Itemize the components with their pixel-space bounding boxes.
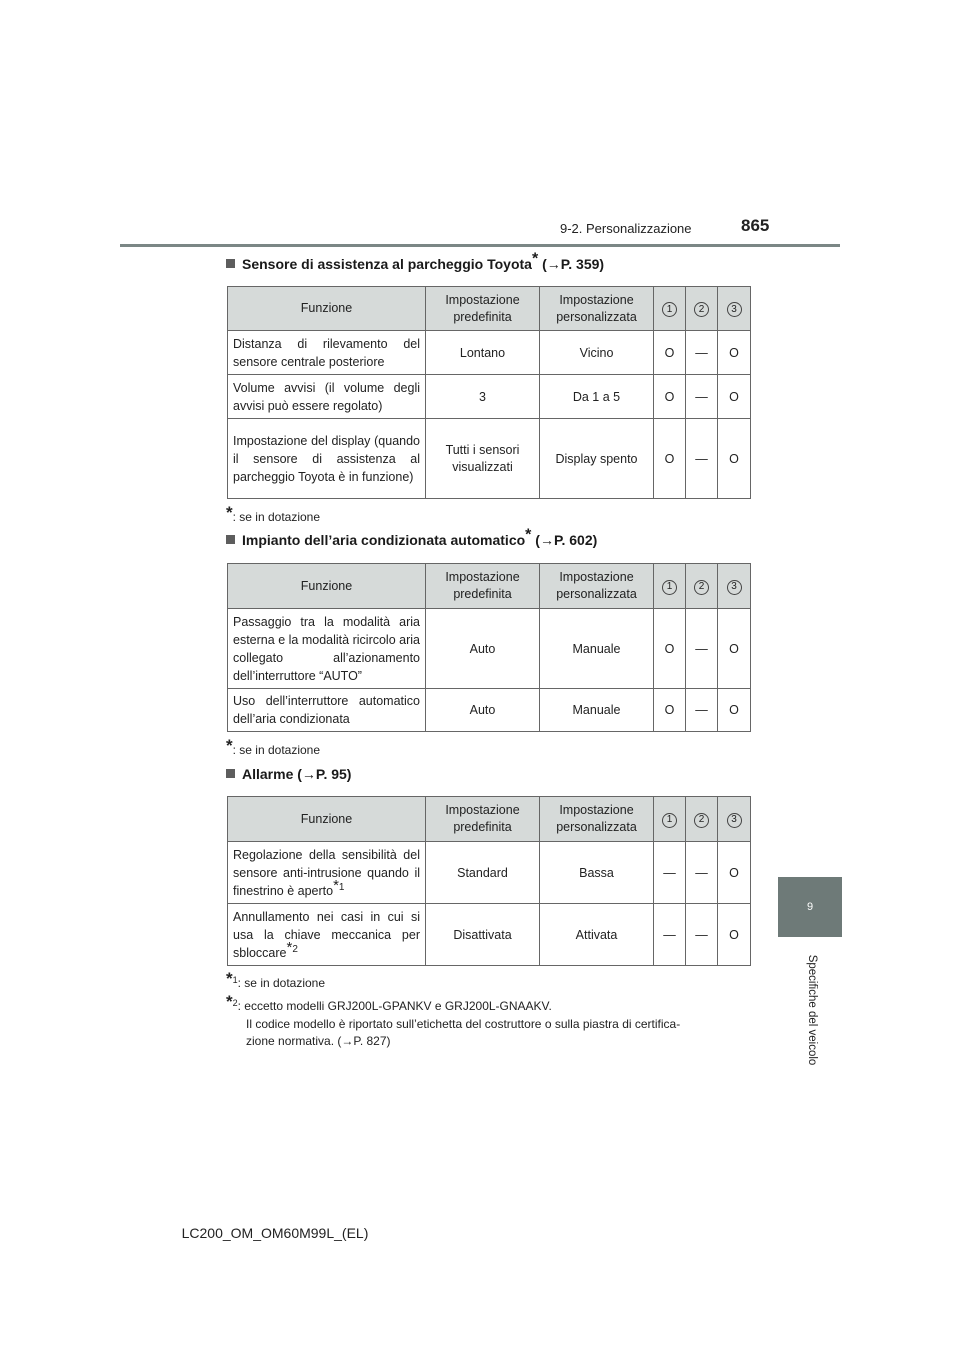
circled-number-3: 3 bbox=[727, 813, 742, 828]
table-header-row: Funzione Impostazione predefinita Impostazione personalizzata 1 2 3 bbox=[228, 564, 751, 609]
footnote-2: *$^2$: eccetto modelli GRJ200L-GPANKV e GRJ200L-GNAAKV. Il codice modello è riportato sull’etichetta del costruttore o sulla piastra di certifica- zione normativa. (→P. 827) bbox=[226, 992, 681, 1048]
section-title-parking-sensor: Sensore di assistenza al parcheggio Toyota* (→P. 359) bbox=[226, 256, 604, 272]
table-row: Passaggio tra la modalità aria esterna e la modalità ricircolo aria collegato all’azionamento dell’interruttore “AUTO” Auto Manuale O — O bbox=[228, 609, 751, 689]
chapter-label bbox=[803, 945, 821, 1075]
page-number: 865 bbox=[741, 216, 770, 235]
circled-number-2: 2 bbox=[694, 580, 709, 595]
square-bullet-icon bbox=[226, 769, 235, 778]
footnote: *: se in dotazione bbox=[226, 503, 321, 524]
table-row: Uso dell’interruttore automatico dell’aria condizionata Auto Manuale O — O bbox=[228, 689, 751, 732]
square-bullet-icon bbox=[226, 259, 235, 268]
footer-code: LC200_OM_OM60M99L_(EL) bbox=[181, 1225, 369, 1241]
table-row: Impostazione del display (quando il sensore di assistenza al parcheggio Toyota è in funzione) Tutti i sensori visualizzati Display spento O — O bbox=[228, 419, 751, 499]
table-row: Distanza di rilevamento del sensore centrale posteriore Lontano Vicino O — O bbox=[228, 331, 751, 375]
table-row: Volume avvisi (il volume degli avvisi può essere regolato) 3 Da 1 a 5 O — O bbox=[228, 375, 751, 419]
air-conditioning-table bbox=[227, 563, 751, 732]
chapter-label-text: Specifiche del veicolo bbox=[806, 954, 818, 1066]
circled-number-3: 3 bbox=[727, 302, 742, 317]
header-divider bbox=[120, 244, 840, 247]
table-header-row: Funzione Impostazione predefinita Impostazione personalizzata 1 2 3 bbox=[228, 287, 751, 331]
table-row: Annullamento nei casi in cui si usa la chiave meccanica per sbloccare$^{*2}$ Disattivata Attivata — — O bbox=[228, 904, 751, 966]
circled-number-2: 2 bbox=[694, 813, 709, 828]
alarm-table bbox=[227, 796, 751, 966]
circled-number-2: 2 bbox=[694, 302, 709, 317]
table-row: Regolazione della sensibilità del sensore anti-intrusione quando il finestrino è aperto$^{*1}$ Standard Bassa — — O bbox=[228, 842, 751, 904]
section-title-air-conditioning: Impianto dell’aria condizionata automatico* (→P. 602) bbox=[226, 532, 597, 548]
chapter-tab: 9 bbox=[778, 877, 842, 937]
parking-sensor-table bbox=[227, 286, 751, 499]
circled-number-1: 1 bbox=[662, 302, 677, 317]
square-bullet-icon bbox=[226, 535, 235, 544]
circled-number-1: 1 bbox=[662, 813, 677, 828]
circled-number-1: 1 bbox=[662, 580, 677, 595]
circled-number-3: 3 bbox=[727, 580, 742, 595]
footnote: *: se in dotazione bbox=[226, 736, 321, 757]
section-title-alarm: Allarme (→P. 95) bbox=[226, 766, 351, 782]
header-section-title: 9-2. Personalizzazione bbox=[560, 221, 692, 236]
table-header-row: Funzione Impostazione predefinita Impostazione personalizzata 1 2 3 bbox=[228, 797, 751, 842]
footnote-1: *$^1$: se in dotazione bbox=[226, 969, 326, 990]
